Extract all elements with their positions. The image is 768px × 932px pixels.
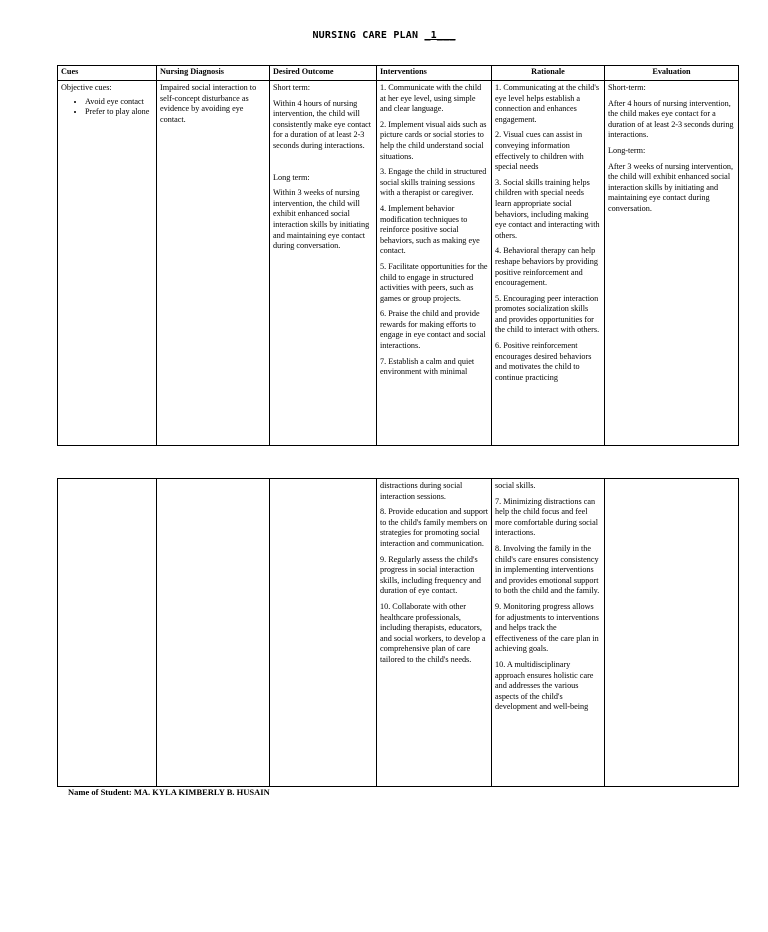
outcome-short-text: Within 4 hours of nursing intervention, the child will consistently make eye contact for a duration of at least 2-3 seconds during interactions. bbox=[273, 98, 371, 150]
outcome-long-label: Long term: bbox=[273, 172, 310, 182]
rationale-item: 9. Monitoring progress allows for adjustments to interventions and helps track the effectiveness of the care plan in achieving goals. bbox=[495, 601, 599, 654]
rationale-item: 8. Involving the family in the child's care ensures consistency in implementing interventions and provides emotional support to both the child and the family. bbox=[495, 543, 600, 596]
rationale-item: 3. Social skills training helps children with special needs learn appropriate social behaviors, including making eye contact and interacting with others. bbox=[495, 177, 600, 240]
intervention-item: 9. Regularly assess the child's progress in social interaction skills, including frequency and duration of eye contact. bbox=[380, 554, 481, 596]
intervention-item: 4. Implement behavior modification techniques to reinforce positive social behaviors, such as making eye contact. bbox=[380, 203, 480, 256]
rationale-cell-continued bbox=[492, 479, 605, 787]
rationale-item: 5. Encouraging peer interaction promotes socialization skills and provides opportunities for the child to interact with others. bbox=[495, 293, 600, 335]
intervention-item: 5. Facilitate opportunities for the child to engage in structured activities with peers, such as games or group projects. bbox=[380, 261, 488, 303]
student-name-line bbox=[68, 787, 270, 797]
diagnosis-cell-continued bbox=[157, 479, 270, 787]
intervention-item: 6. Praise the child and provide rewards for making efforts to engage in eye contact and social interactions. bbox=[380, 309, 486, 351]
header-rationale: Rationale bbox=[492, 66, 605, 81]
intervention-item: 2. Implement visual aids such as picture cards or social stories to help the child understand social situations. bbox=[380, 119, 487, 161]
header-cues: Cues bbox=[58, 66, 157, 81]
cues-cell bbox=[58, 81, 157, 446]
header-outcome: Desired Outcome bbox=[270, 66, 377, 81]
rationale-item: social skills. bbox=[495, 481, 536, 490]
student-name: MA. KYLA KIMBERLY B. HUSAIN bbox=[133, 787, 270, 797]
title-number: _1___ bbox=[424, 30, 456, 41]
cue-item: • Avoid eye contact bbox=[85, 97, 153, 108]
rationale-item: 2. Visual cues can assist in conveying information effectively to children with special needs bbox=[495, 130, 584, 172]
cues-cell-continued bbox=[58, 479, 157, 787]
rationale-item: 10. A multidisciplinary approach ensures holistic care and addresses the various aspects of the child's development and well-being bbox=[495, 659, 594, 712]
intervention-item: 8. Provide education and support to the child's family members on strategies for promoting social interaction and communication. bbox=[380, 507, 489, 548]
rationale-item: 1. Communicating at the child's eye level helps establish a connection and enhances engagement. bbox=[495, 83, 600, 124]
evaluation-short-text: After 4 hours of nursing intervention, the child makes eye contact for a duration of at least 2-3 seconds during interactions. bbox=[608, 98, 734, 140]
evaluation-cell-continued bbox=[605, 479, 739, 787]
evaluation-long-text: After 3 weeks of nursing intervention, the child will exhibit enhanced social interaction skills by initiating and maintaining eye contact during conversation. bbox=[608, 161, 734, 213]
student-label: Name of Student: bbox=[68, 787, 132, 797]
interventions-cell-continued bbox=[377, 479, 492, 787]
diagnosis-cell bbox=[157, 81, 270, 446]
evaluation-long-label: Long-term: bbox=[608, 145, 646, 155]
evaluation-short-label: Short-term: bbox=[608, 83, 646, 92]
header-diagnosis: Nursing Diagnosis bbox=[157, 66, 270, 81]
page-title bbox=[0, 30, 768, 41]
rationale-item: 4. Behavioral therapy can help reshape behaviors by providing positive reinforcement and encouragement. bbox=[495, 246, 598, 288]
diagnosis-text: Impaired social interaction to self-concept disturbance as evidence by avoiding eye contact. bbox=[160, 83, 257, 124]
evaluation-cell bbox=[605, 81, 739, 446]
rationale-item: 7. Minimizing distractions can help the child focus and feel more comfortable during social interactions. bbox=[495, 496, 598, 538]
care-plan-table-page-1 bbox=[57, 65, 739, 446]
rationale-item: 6. Positive reinforcement encourages desired behaviors and motivates the child to continue practicing bbox=[495, 341, 592, 382]
header-evaluation: Evaluation bbox=[605, 66, 739, 81]
outcome-long-text: Within 3 weeks of nursing intervention, the child will exhibit enhanced social interaction skills by initiating and maintaining eye contact during conversation. bbox=[273, 188, 370, 251]
intervention-item: 10. Collaborate with other healthcare professionals, including therapists, educators, and social workers, to develop a comprehensive plan of care tailored to the child's needs. bbox=[380, 601, 486, 664]
intervention-item: 7. Establish a calm and quiet environment with minimal bbox=[380, 356, 475, 377]
header-interventions: Interventions bbox=[377, 66, 492, 81]
care-plan-table-page-2 bbox=[57, 478, 739, 787]
cues-list bbox=[61, 97, 153, 118]
outcome-cell bbox=[270, 81, 377, 446]
title-prefix: NURSING CARE PLAN bbox=[312, 30, 419, 41]
outcome-short-label: Short term: bbox=[273, 83, 311, 92]
intervention-item: 1. Communicate with the child at her eye level, using simple and clear language. bbox=[380, 83, 482, 114]
interventions-cell bbox=[377, 81, 492, 446]
intervention-item: 3. Engage the child in structured social skills training sessions with a therapist or caregiver. bbox=[380, 167, 487, 198]
rationale-cell bbox=[492, 81, 605, 446]
outcome-cell-continued bbox=[270, 479, 377, 787]
cue-item: • Prefer to play alone bbox=[85, 107, 153, 118]
cues-heading: Objective cues: bbox=[61, 83, 112, 92]
intervention-item: distractions during social interaction sessions. bbox=[380, 481, 463, 501]
